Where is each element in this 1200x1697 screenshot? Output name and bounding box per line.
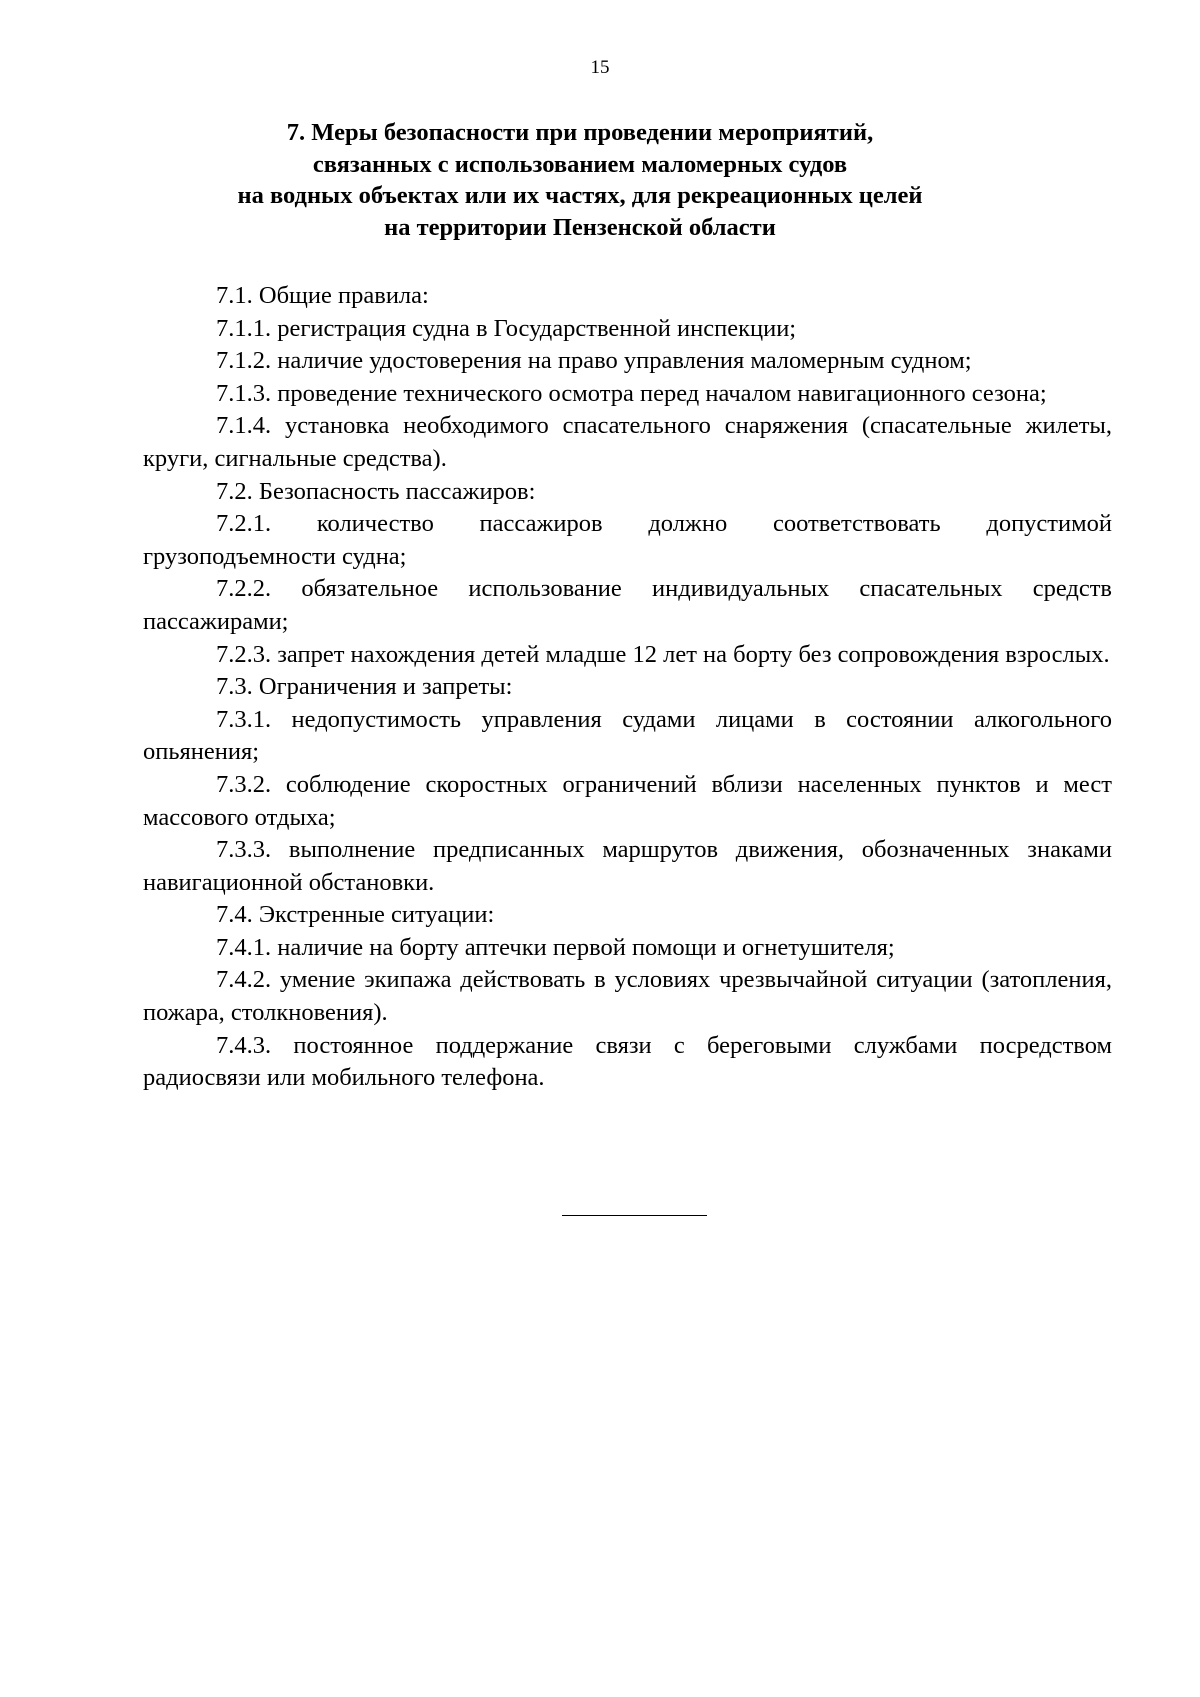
clause-7-1-3: 7.1.3. проведение технического осмотра перед началом навигационного сезона; [216,379,1047,407]
section-body [143,280,1112,1095]
clause-7-3-3: 7.3.3. выполнение предписанных маршрутов движения, обозначенных знаками навигационной обстановки. [143,836,1112,896]
section-title-line: на территории Пензенской области [384,213,776,241]
clause-7-1-1: 7.1.1. регистрация судна в Государственной инспекции; [216,314,797,342]
subsection-heading-7-4: 7.4. Экстренные ситуации: [216,901,495,929]
clause-7-1-2: 7.1.2. наличие удостоверения на право управления маломерным судном; [216,347,972,375]
clause-7-2-3: 7.2.3. запрет нахождения детей младше 12 лет на борту без сопровождения взрослых. [216,640,1110,668]
section-title-line: 7. Меры безопасности при проведении мероприятий, [286,119,874,146]
subsection-heading-7-1: 7.1. Общие правила: [216,282,429,309]
clause-7-2-1: 7.2.1. количество пассажиров должно соответствовать допустимой грузоподъемности судна; [143,510,1112,570]
section-title [160,117,1000,243]
end-of-section-rule [562,1215,707,1216]
clause-7-2-2: 7.2.2. обязательное использование индивидуальных спасательных средств пассажирами; [143,575,1112,635]
clause-7-3-1: 7.3.1. недопустимость управления судами лицами в состоянии алкогольного опьянения; [143,705,1112,766]
clause-7-4-2: 7.4.2. умение экипажа действовать в условиях чрезвычайной ситуации (затопления, пожара, столкновения). [143,966,1112,1027]
subsection-heading-7-3: 7.3. Ограничения и запреты: [216,673,513,701]
section-title-line: на водных объектах или их частях, для рекреационных целей [237,182,923,209]
page-number: 15 [590,57,610,78]
clause-7-4-1: 7.4.1. наличие на борту аптечки первой помощи и огнетушителя; [216,933,895,961]
clause-7-3-2: 7.3.2. соблюдение скоростных ограничений вблизи населенных пунктов и мест массового отдыха; [143,770,1112,831]
section-title-line: связанных с использованием маломерных судов [312,150,848,178]
clause-7-1-4: 7.1.4. установка необходимого спасательного снаряжения (спасательные жилеты, круги, сигнальные средства). [143,412,1112,472]
clause-7-4-3: 7.4.3. постоянное поддержание связи с береговыми службами посредством радиосвязи или мобильного телефона. [143,1031,1112,1092]
subsection-heading-7-2: 7.2. Безопасность пассажиров: [216,477,536,505]
